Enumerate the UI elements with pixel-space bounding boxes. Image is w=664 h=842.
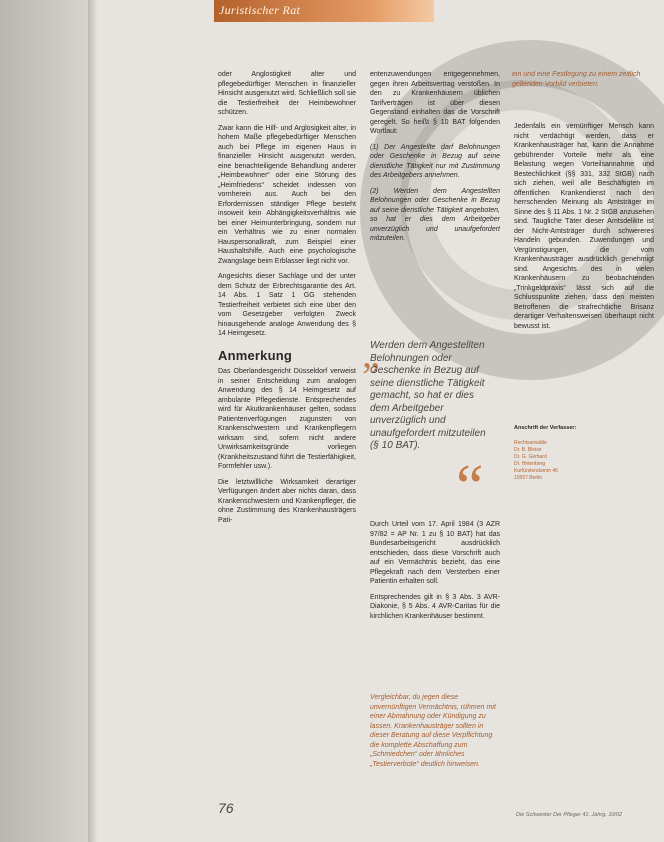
column2-paragraph-3: (2) Werden dem Angestellten Belohnungen oder Geschenke in Bezug auf seine dienstliche Tätigkeit angeboten, so hat er dies dem Arbeitgeber unverzüglich und unaufgefordert mitzuteilen.	[370, 187, 500, 242]
section-title: Juristischer Rat	[219, 3, 301, 17]
author-address-line: 10557 Berlin	[514, 475, 543, 481]
author-address-line: Rechtsanwälte	[514, 440, 547, 446]
pull-quote-close-mark: “	[456, 453, 484, 521]
column2-paragraph-2: (1) Der Angestellte darf Belohnungen oder Geschenke in Bezug auf seine dienstliche Tätigkeit nur mit Zustimmung des Arbeitgebers annehmen.	[370, 143, 500, 179]
journal-footer: Die Schwester Der Pfleger 41. Jahrg. 10/02	[516, 812, 623, 818]
column1-paragraph-2: Zwar kann die Hilf- und Arglosigkeit alter, in hohem Maße pflegebedürftiger Menschen auch bei Pflege im eigenen Haus in finanzieller Hinsicht ausgenutzt werden, eine benachteiligende Behandlung anderer „Heimbewohner“ oder eine Störung des „Heimfriedens“ scheidet indessen von vornherein aus. Auch bei den Erfordernissen ständiger Pflege besteht insoweit kein Abhängigkeitsverhältnis wie bei einer Heimunterbringung, sondern nur ein Verhältnis wie zu einer normalen Hauspersonalkraft, zum Beispiel einer Haushaltshilfe. Auch eine psychologische Zwangslage beim Erblasser liegt nicht vor.	[218, 124, 356, 265]
page-number: 76	[218, 800, 234, 816]
column1-paragraph-3: Angesichts dieser Sachlage und der unter dem Schutz der Erbrechtsgarantie des Art. 14 Abs. 1 Satz 1 GG stehenden Testierfreiheit verbietet sich eine über den vom Gesetzgeber verfolgten Zweck hinausgehende analoge Anwendung des § 14 Heimgesetz.	[218, 273, 356, 337]
column1-paragraph-4: Das Oberlandesgericht Düsseldorf verweist in seiner Entscheidung zum analogen Anwendung des § 14 Heimgesetz auf ambulante Pflegedienste. Entsprechendes wird für Akutkrankenhäuser gelten, sodass Patientenverfügungen zugunsten von Krankenschwestern und Krankenpflegern wirksam sind, sofern nicht andere Unwirksamkeitsgründe vorliegen (Krankheitszustand führt die Testierfähigkeit, Formfehler usw.).	[218, 368, 356, 470]
article-column-2	[370, 70, 500, 250]
author-address-line: Dr. B. Bleise	[514, 447, 542, 453]
article-column-1	[218, 70, 356, 531]
author-address-line: Dr. Hirtenberg	[514, 461, 546, 467]
column1-paragraph-1: oder Anglostigkeit alter und pflegebedürftiger Menschen in finanzieller Hinsicht ausgenutzt wird. Schließlich soll sie die Testierfreiheit der Heimbewohner schützen.	[218, 71, 356, 116]
author-address-block	[514, 425, 614, 482]
column2-paragraph-1: entenzuwendungen entgegennehmen, gegen ihren Arbeitsvertrag verstoßen. In den zu Krankenhäusern üblichen Tarifverträgen ist über diesen Gegenstand einhalten das die Vorschrift geregelt. So heißt § 10 BAT folgenden Wortlaut:	[370, 71, 500, 135]
annotation-heading: Anmerkung	[218, 347, 293, 363]
facing-page-edge	[0, 0, 90, 842]
article-column-2-lower	[370, 520, 500, 627]
author-address-line: Dr. G. Gerhard	[514, 454, 547, 460]
column2-paragraph-4: Durch Urteil vom 17. April 1984 (3 AZR 97/82 = AP Nr. 1 zu § 10 BAT) hat das Bundesarbeitsgericht ausdrücklich entschieden, dass diese Vorschrift auch auf ein Vermächtnis bezieht, das eine Pflegekraft nach dem Versterben einer Patientin erhalten soll.	[370, 521, 500, 585]
article-column-3	[514, 122, 654, 337]
author-address-label: Anschrift der Verfasser:	[514, 425, 577, 431]
column1-paragraph-5: Die letztwillliche Wirksamkeit derartiger Verfügungen ändert aber nichts daran, dass Krankenschwestern und Krankenpfleger, die ohne Zustimmung des Krankenhausträgers Pati-	[218, 478, 356, 524]
column2-highlight-paragraph: Vergleichbar, du jegen diese unvernünftigen Vermächtnis, rühmen mit einer Abmahnung oder Kündigung zu lassen. Krankenhausträger sollten in dieser Beratung auf diese Verpflichtung die komplette Abschaffung zum „Schmiedchen“ oder ähnliches „Testierverbote“ deutlich hinweisen.	[370, 694, 496, 768]
column2-paragraph-5: Entsprechendes gilt in § 3 Abs. 3 AVR-Diakonie, § 5 Abs. 4 AVR-Caritas für die kirchlichen Krankenhäuser bestimmt.	[370, 593, 500, 620]
column3-lead-highlight: ein und eine Festlegung zu einem zeitlich geltenden Vorbild verbieten.	[512, 71, 641, 88]
author-address-line: Kurfürstendamm 46	[514, 468, 558, 474]
column3-paragraph-1: Jedenfalls ein vernünftiger Mensch kann nicht verdächtigt werden, dass er Krankenhausträger hat, kann die Annahme gebührender Vorteile mehr als eine Belastung wegen Vorteilsannahme und Bestechlichkeit (§§ 331, 332 StGB) nach sich ziehen, weil alle Beschäftigten im öffentlichen Krankendienst nach den herrschenden Meinung als Amtsträger im Sinne des § 11 Abs. 1 Nr. 2 StGB anzusehen sind. Taugliche Täter dieser Amtsdelikte ist der Nicht-Amtsträger durch schwereres Handeln gebunden. Zuwendungen und Vergünstigungen, die vom Krankenhausträger ausdrücklich genehmigt sind. Angesichts des in vielen Krankenhäusern zu beobachtenden „Trinkgeldpraxis“ lässt sich auf die Schlusspunkte ziehen, dass den meisten Betroffenen die strafrechtliche Brisanz derartiger Verhaltensweisen überhaupt nicht bewusst ist.	[514, 123, 654, 330]
pull-quote-open-mark: „	[362, 331, 380, 376]
page-gutter-shadow	[88, 0, 98, 842]
pull-quote: Werden dem Angestellten Belohnungen oder Geschenke in Bezug auf seine dienstliche Tätigkeit gemacht, so hat er dies dem Arbeitgeber unverzüglich und unaufgefordert mitzuteilen (§ 10 BAT).	[370, 340, 486, 451]
